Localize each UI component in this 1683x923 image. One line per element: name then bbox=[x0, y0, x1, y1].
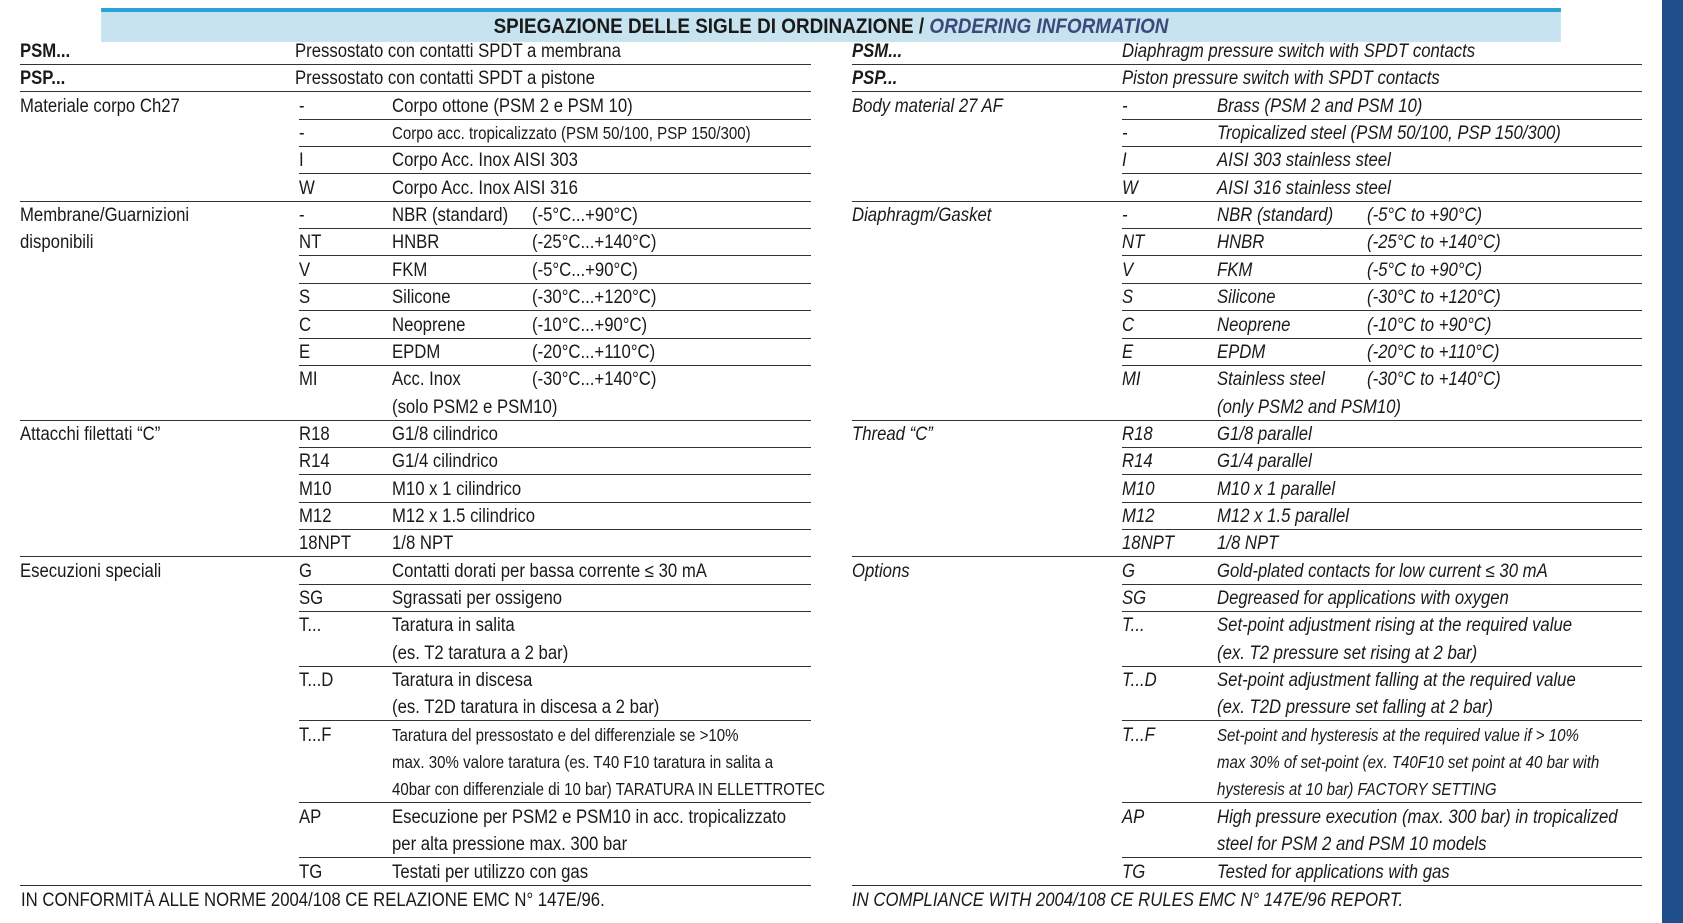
table-row bbox=[852, 38, 1642, 65]
table-row bbox=[1122, 722, 1642, 749]
table-row bbox=[299, 776, 826, 803]
row-description: G1/4 parallel bbox=[1217, 451, 1312, 473]
table-row bbox=[299, 749, 811, 776]
row-code: I bbox=[1122, 150, 1127, 172]
table-row bbox=[1122, 476, 1642, 503]
table-row bbox=[299, 667, 811, 694]
row-code: G bbox=[1122, 560, 1136, 582]
row-description: Diaphragm pressure switch with SPDT contacts bbox=[1122, 41, 1476, 62]
table-row bbox=[852, 421, 1642, 448]
row-description: EPDM bbox=[392, 341, 441, 363]
row-code: - bbox=[1122, 205, 1128, 227]
table-row bbox=[299, 804, 811, 831]
row-code: R18 bbox=[299, 423, 330, 445]
row-code: - bbox=[1122, 123, 1128, 145]
row-label: disponibili bbox=[20, 232, 94, 254]
table-row bbox=[1122, 694, 1642, 721]
row-description: Sgrassati per ossigeno bbox=[392, 588, 563, 609]
row-code: 18NPT bbox=[1122, 533, 1175, 555]
row-description: Corpo Acc. Inox AISI 303 bbox=[392, 150, 578, 172]
row-code: I bbox=[299, 150, 304, 172]
table-row bbox=[1122, 257, 1642, 284]
row-description: M10 x 1 cilindrico bbox=[392, 478, 522, 500]
row-description: max. 30% valore taratura (es. T40 F10 taratura in salita a bbox=[392, 752, 774, 773]
row-description: Neoprene bbox=[1217, 314, 1291, 336]
row-label: PSM... bbox=[852, 41, 903, 62]
table-row bbox=[299, 503, 811, 530]
row-description: max 30% of set-point (ex. T40F10 set point at 40 bar with bbox=[1217, 752, 1600, 773]
row-description: Set-point adjustment rising at the required value bbox=[1217, 615, 1573, 637]
row-description: NBR (standard) bbox=[392, 205, 509, 227]
row-description: Neoprene bbox=[392, 314, 466, 336]
row-label: Body material 27 AF bbox=[852, 95, 1003, 117]
row-description: Silicone bbox=[1217, 287, 1276, 309]
row-description: Stainless steel bbox=[1217, 369, 1325, 391]
table-row bbox=[1122, 120, 1642, 147]
table-row bbox=[299, 722, 811, 749]
table-row bbox=[20, 202, 811, 229]
row-description: FKM bbox=[392, 259, 428, 281]
table-row bbox=[20, 229, 811, 256]
row-code: T...D bbox=[1122, 670, 1157, 692]
row-code: W bbox=[299, 177, 315, 199]
row-description: 40bar con differenziale di 10 bar) TARATURA IN ELLETTROTEC bbox=[392, 779, 826, 800]
footer-english: IN COMPLIANCE WITH 2004/108 CE RULES EMC N° 147E/96 REPORT. bbox=[852, 890, 1404, 911]
table-row bbox=[299, 831, 811, 858]
row-description: hysteresis at 10 bar) FACTORY SETTING bbox=[1217, 779, 1497, 800]
row-temperature-range: (-5°C to +90°C) bbox=[1367, 259, 1483, 281]
row-code: R18 bbox=[1122, 423, 1153, 445]
row-code: 18NPT bbox=[299, 533, 352, 555]
table-row bbox=[1122, 503, 1642, 530]
table-row bbox=[1122, 804, 1642, 831]
row-description: M12 x 1.5 parallel bbox=[1217, 505, 1349, 527]
row-code: - bbox=[299, 123, 305, 145]
table-row bbox=[20, 93, 811, 120]
row-description: Silicone bbox=[392, 287, 451, 309]
table-row bbox=[299, 339, 811, 366]
table-row bbox=[20, 394, 811, 421]
table-row bbox=[1122, 448, 1642, 475]
row-description: Pressostato con contatti SPDT a pistone bbox=[295, 68, 595, 90]
table-row bbox=[299, 284, 811, 311]
row-description: EPDM bbox=[1217, 341, 1266, 363]
row-description: Esecuzione per PSM2 e PSM10 in acc. tropicalizzato bbox=[392, 806, 787, 828]
table-row bbox=[299, 612, 811, 639]
row-code: S bbox=[1122, 287, 1134, 309]
row-code: M12 bbox=[299, 505, 332, 527]
row-temperature-range: (-30°C to +120°C) bbox=[1367, 287, 1501, 309]
title-english: ORDERING INFORMATION bbox=[929, 15, 1169, 38]
row-description: Pressostato con contatti SPDT a membrana bbox=[295, 41, 621, 62]
row-temperature-range: (-5°C...+90°C) bbox=[532, 259, 638, 281]
row-label: Materiale corpo Ch27 bbox=[20, 95, 180, 117]
row-code: AP bbox=[299, 806, 322, 828]
table-row bbox=[1122, 831, 1642, 858]
table-row bbox=[299, 476, 811, 503]
table-row bbox=[852, 175, 1642, 202]
row-description: Set-point adjustment falling at the required value bbox=[1217, 670, 1576, 692]
table-row bbox=[852, 202, 1642, 229]
row-label: PSP... bbox=[852, 68, 898, 90]
row-code: T... bbox=[1122, 615, 1145, 637]
table-row bbox=[20, 38, 811, 65]
row-temperature-range: (-25°C...+140°C) bbox=[532, 232, 657, 254]
page-edge-bar bbox=[1662, 0, 1683, 923]
row-description: (only PSM2 and PSM10) bbox=[1217, 396, 1402, 418]
row-code: S bbox=[299, 287, 311, 309]
row-temperature-range: (-25°C to +140°C) bbox=[1367, 232, 1501, 254]
table-row bbox=[852, 558, 1642, 585]
row-description: Tested for applications with gas bbox=[1217, 861, 1450, 883]
row-label: Options bbox=[852, 560, 910, 582]
row-code: V bbox=[1122, 259, 1134, 281]
row-code: C bbox=[299, 314, 312, 336]
table-row bbox=[20, 859, 811, 886]
table-row bbox=[1122, 339, 1642, 366]
row-description: AISI 303 stainless steel bbox=[1217, 150, 1391, 172]
row-description: Contatti dorati per bassa corrente ≤ 30 mA bbox=[392, 560, 707, 582]
row-label: Diaphragm/Gasket bbox=[852, 205, 992, 227]
row-code: T...F bbox=[299, 724, 332, 746]
row-description: (ex. T2 pressure set rising at 2 bar) bbox=[1217, 642, 1478, 664]
row-temperature-range: (-10°C to +90°C) bbox=[1367, 314, 1492, 336]
row-description: Gold-plated contacts for low current ≤ 30 mA bbox=[1217, 560, 1548, 582]
table-row bbox=[299, 147, 811, 174]
row-code: M12 bbox=[1122, 505, 1155, 527]
row-description: Taratura in salita bbox=[392, 615, 515, 637]
row-label: PSM... bbox=[20, 41, 71, 62]
row-code: TG bbox=[299, 861, 323, 883]
table-row bbox=[299, 257, 811, 284]
row-temperature-range: (-20°C...+110°C) bbox=[532, 341, 656, 363]
row-description: HNBR bbox=[1217, 232, 1265, 254]
row-description: Taratura del pressostato e del differenziale se >10% bbox=[392, 724, 739, 745]
table-row bbox=[299, 366, 811, 393]
table-row bbox=[1122, 229, 1642, 256]
row-description: HNBR bbox=[392, 232, 440, 254]
table-row bbox=[852, 859, 1642, 886]
title-separator: / bbox=[913, 15, 930, 38]
row-code: NT bbox=[299, 232, 322, 254]
row-temperature-range: (-30°C to +140°C) bbox=[1367, 369, 1501, 391]
row-code: E bbox=[299, 341, 311, 363]
row-temperature-range: (-20°C to +110°C) bbox=[1367, 341, 1500, 363]
row-description: Corpo ottone (PSM 2 e PSM 10) bbox=[392, 95, 633, 117]
row-description: (solo PSM2 e PSM10) bbox=[392, 396, 558, 418]
footer-italian: IN CONFORMITÀ ALLE NORME 2004/108 CE RELAZIONE EMC N° 147E/96. bbox=[21, 890, 605, 911]
row-code: NT bbox=[1122, 232, 1145, 254]
row-code: E bbox=[1122, 341, 1134, 363]
row-code: TG bbox=[1122, 861, 1146, 883]
row-code: M10 bbox=[1122, 478, 1155, 500]
table-row bbox=[20, 558, 811, 585]
table-row bbox=[20, 175, 811, 202]
row-description: (es. T2D taratura in discesa a 2 bar) bbox=[392, 697, 660, 719]
row-description: Taratura in discesa bbox=[392, 670, 533, 692]
table-row bbox=[1122, 749, 1642, 776]
row-description: High pressure execution (max. 300 bar) in tropicalized bbox=[1217, 806, 1618, 828]
table-row bbox=[299, 640, 811, 667]
row-temperature-range: (-10°C...+90°C) bbox=[532, 314, 648, 336]
row-description: Brass (PSM 2 and PSM 10) bbox=[1217, 95, 1423, 117]
row-description: Set-point and hysteresis at the required value if > 10% bbox=[1217, 724, 1579, 745]
row-description: M10 x 1 parallel bbox=[1217, 478, 1336, 500]
table-title-bar bbox=[101, 8, 1561, 42]
row-description: Piston pressure switch with SPDT contacts bbox=[1122, 68, 1440, 90]
table-row bbox=[1122, 284, 1642, 311]
row-description: (es. T2 taratura a 2 bar) bbox=[392, 642, 569, 664]
table-row bbox=[299, 312, 811, 339]
row-description: steel for PSM 2 and PSM 10 models bbox=[1217, 834, 1487, 856]
row-description: G1/4 cilindrico bbox=[392, 451, 498, 473]
row-description: 1/8 NPT bbox=[1217, 533, 1279, 555]
row-label: Attacchi filettati “C” bbox=[20, 423, 161, 445]
row-code: AP bbox=[1122, 806, 1145, 828]
row-description: AISI 316 stainless steel bbox=[1217, 177, 1391, 199]
row-description: G1/8 parallel bbox=[1217, 423, 1312, 445]
row-code: C bbox=[1122, 314, 1135, 336]
row-description: Tropicalized steel (PSM 50/100, PSP 150/300) bbox=[1217, 123, 1561, 145]
table-row bbox=[299, 585, 811, 612]
row-temperature-range: (-5°C...+90°C) bbox=[532, 205, 638, 227]
row-code: - bbox=[299, 95, 305, 117]
row-code: MI bbox=[1122, 369, 1141, 391]
table-row bbox=[20, 65, 811, 92]
row-code: MI bbox=[299, 369, 318, 391]
table-row bbox=[1122, 612, 1642, 639]
table-row bbox=[1122, 147, 1642, 174]
row-code: - bbox=[1122, 95, 1128, 117]
table-row bbox=[1122, 585, 1642, 612]
row-code: T...F bbox=[1122, 724, 1155, 746]
row-code: R14 bbox=[299, 451, 330, 473]
table-row bbox=[20, 530, 811, 557]
row-description: (ex. T2D pressure set falling at 2 bar) bbox=[1217, 697, 1494, 719]
table-row bbox=[299, 448, 811, 475]
title-italian: SPIEGAZIONE DELLE SIGLE DI ORDINAZIONE bbox=[493, 15, 914, 38]
row-code: W bbox=[1122, 177, 1138, 199]
row-label: PSP... bbox=[20, 68, 66, 90]
table-row bbox=[1122, 776, 1642, 803]
row-label: Membrane/Guarnizioni bbox=[20, 205, 190, 227]
row-label: Thread “C” bbox=[852, 423, 933, 445]
row-code: T...D bbox=[299, 670, 334, 692]
row-code: M10 bbox=[299, 478, 332, 500]
row-description: FKM bbox=[1217, 259, 1253, 281]
row-description: NBR (standard) bbox=[1217, 205, 1334, 227]
row-description: Corpo acc. tropicalizzato (PSM 50/100, PSP 150/300) bbox=[392, 123, 751, 144]
row-description: per alta pressione max. 300 bar bbox=[392, 834, 628, 856]
table-row bbox=[20, 421, 811, 448]
row-description: M12 x 1.5 cilindrico bbox=[392, 505, 536, 527]
row-temperature-range: (-30°C...+120°C) bbox=[532, 287, 657, 309]
table-row bbox=[1122, 312, 1642, 339]
table-row bbox=[1122, 366, 1642, 393]
row-temperature-range: (-30°C...+140°C) bbox=[532, 369, 657, 391]
row-code: SG bbox=[1122, 588, 1147, 609]
table-row bbox=[852, 394, 1642, 421]
row-description: G1/8 cilindrico bbox=[392, 423, 498, 445]
row-code: - bbox=[299, 205, 305, 227]
row-description: Testati per utilizzo con gas bbox=[392, 861, 589, 883]
row-description: Acc. Inox bbox=[392, 369, 461, 391]
row-description: Corpo Acc. Inox AISI 316 bbox=[392, 177, 578, 199]
table-row bbox=[852, 65, 1642, 92]
table-row bbox=[852, 530, 1642, 557]
row-code: T... bbox=[299, 615, 322, 637]
row-code: V bbox=[299, 259, 311, 281]
row-description: Degreased for applications with oxygen bbox=[1217, 588, 1509, 609]
table-row bbox=[1122, 667, 1642, 694]
table-row bbox=[299, 694, 811, 721]
row-code: SG bbox=[299, 588, 324, 609]
row-code: G bbox=[299, 560, 313, 582]
table-row bbox=[852, 93, 1642, 120]
row-code: R14 bbox=[1122, 451, 1153, 473]
row-description: 1/8 NPT bbox=[392, 533, 454, 555]
table-row bbox=[1122, 640, 1642, 667]
row-temperature-range: (-5°C to +90°C) bbox=[1367, 205, 1483, 227]
row-label: Esecuzioni speciali bbox=[20, 560, 162, 582]
table-row bbox=[299, 120, 811, 147]
